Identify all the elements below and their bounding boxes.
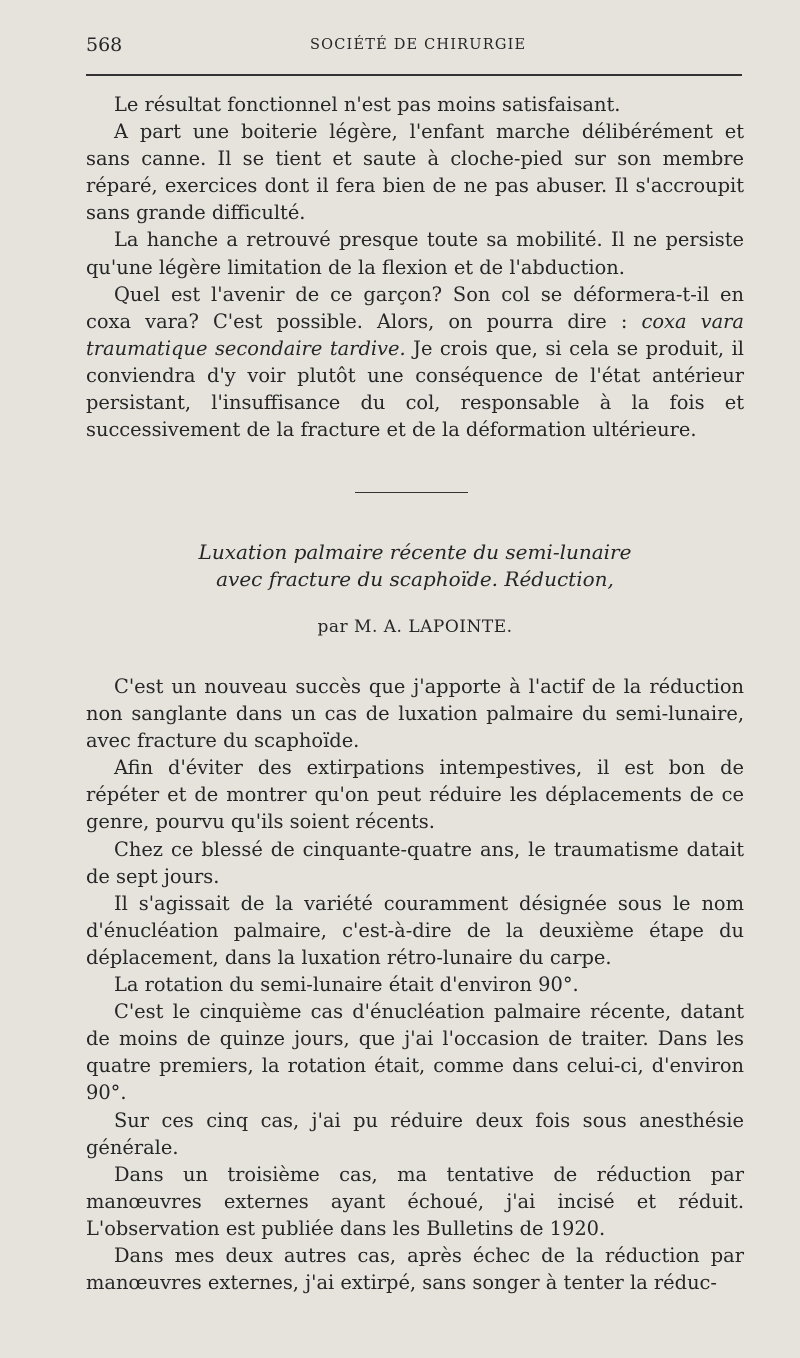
article-title [86, 539, 744, 593]
paragraph: Afin d'éviter des extirpations intempestives, il est bon de répéter et de montrer qu'on peut réduire les déplacements de ce genre, pourvu qu'ils soient récents. [86, 756, 744, 834]
paragraph: Sur ces cinq cas, j'ai pu réduire deux fois sous anesthésie générale. [86, 1108, 744, 1159]
italic-term: coxa vara traumatique secondaire tardive. [86, 309, 744, 360]
page-number: 568 [86, 34, 123, 56]
previous-article-text [86, 91, 744, 443]
paragraph-text: Je crois que, si cela se produit, il conviendra d'y voir plutôt une conséquence de l'état antérieur persistant, l'insuffisance du col, responsable à la fois et successivement de la fracture et de la déformation ultérieure. [86, 336, 744, 442]
paragraph: A part une boiterie légère, l'enfant marche délibérément et sans canne. Il se tient et saute à cloche-pied sur son membre réparé, exercices dont il fera bien de ne pas abuser. Il s'accroupit sans grande difficulté. [86, 120, 744, 225]
running-title: SOCIÉTÉ DE CHIRURGIE [310, 37, 527, 53]
paragraph: La hanche a retrouvé presque toute sa mobilité. Il ne persiste qu'une légère limitation de la flexion et de l'abduction. [86, 228, 744, 279]
paragraph: Dans mes deux autres cas, après échec de la réduction par manœuvres externes, j'ai extirpé, sans songer à tenter la réduc- [86, 1243, 744, 1295]
paragraph: Dans un troisième cas, ma tentative de réduction par manœuvres externes ayant échoué, j'ai incisé et réduit. L'observation est publiée dans les Bulletins de 1920. [86, 1162, 744, 1240]
paragraph: Le résultat fonctionnel n'est pas moins satisfaisant. [114, 93, 621, 116]
article-title-line: Luxation palmaire récente du semi-lunaire [198, 540, 632, 564]
article-text [86, 673, 744, 1296]
header-rule [86, 74, 742, 76]
paragraph: Chez ce blessé de cinquante-quatre ans, le traumatisme datait de sept jours. [86, 837, 744, 888]
paragraph-text: Quel est l'avenir de ce garçon? Son col se déformera-t-il en coxa vara? C'est possible. Alors, on pourra dire : [86, 282, 744, 333]
paragraph: C'est un nouveau succès que j'apporte à l'actif de la réduction non sanglante dans un cas de luxation palmaire du semi-lunaire, avec fracture du scaphoïde. [86, 675, 744, 753]
paragraph: C'est le cinquième cas d'énucléation palmaire récente, datant de moins de quinze jours, que j'ai l'occasion de traiter. Dans les quatre premiers, la rotation était, comme dans celui-ci, d'environ 90°. [86, 1000, 744, 1105]
section-divider [355, 492, 468, 493]
paragraph: Il s'agissait de la variété couramment désignée sous le nom d'énucléation palmaire, c'est-à-dire de la deuxième étape du déplacement, dans la luxation rétro-lunaire du carpe. [86, 891, 744, 969]
article-title-line: avec fracture du scaphoïde. Réduction, [216, 567, 614, 591]
article-byline: par M. A. LAPOINTE. [317, 617, 513, 637]
paragraph: La rotation du semi-lunaire était d'environ 90°. [114, 973, 579, 997]
paragraph [86, 281, 744, 444]
